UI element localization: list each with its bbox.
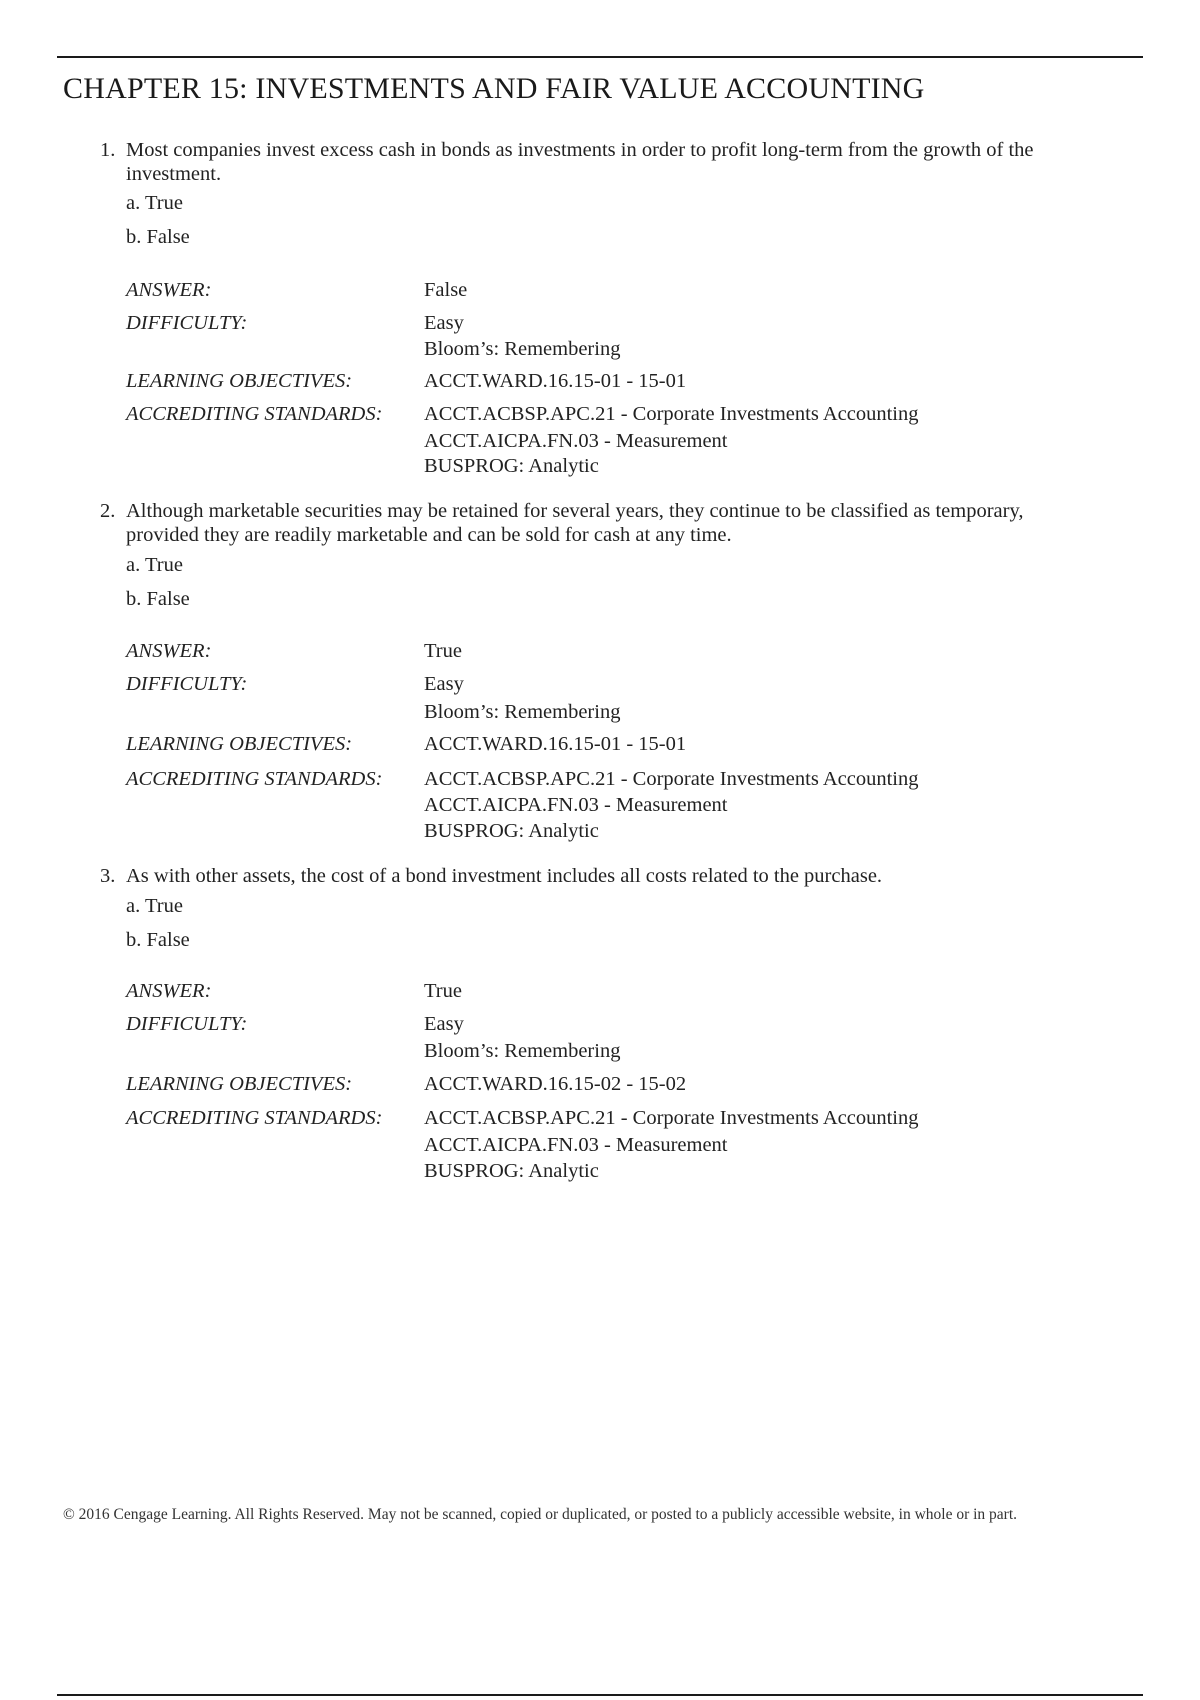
difficulty-label: DIFFICULTY: — [126, 1013, 248, 1035]
learning-objectives-label: LEARNING OBJECTIVES: — [126, 370, 353, 392]
top-rule — [57, 56, 1143, 58]
learning-objective-value: ACCT.WARD.16.15-01 - 15-01 — [424, 733, 687, 755]
standard-value: BUSPROG: Analytic — [424, 455, 599, 477]
standard-value: BUSPROG: Analytic — [424, 820, 599, 842]
answer-label: ANSWER: — [126, 640, 212, 662]
learning-objectives-label: LEARNING OBJECTIVES: — [126, 733, 353, 755]
standard-value: ACCT.ACBSP.APC.21 - Corporate Investments Accounting — [424, 1107, 919, 1129]
bloom-value: Bloom’s: Remembering — [424, 1040, 621, 1062]
answer-value: False — [424, 279, 468, 301]
copyright-footer: © 2016 Cengage Learning. All Rights Reserved. May not be scanned, copied or duplicated, or posted to a publicly accessible website, in whole or in part. — [63, 1506, 1018, 1523]
question-number: 1. — [100, 139, 116, 161]
standard-value: ACCT.ACBSP.APC.21 - Corporate Investments Accounting — [424, 768, 919, 790]
standard-value: ACCT.ACBSP.APC.21 - Corporate Investments Accounting — [424, 403, 919, 425]
choice-a: a. True — [126, 554, 183, 576]
bottom-rule — [57, 1694, 1143, 1696]
chapter-title: CHAPTER 15: INVESTMENTS AND FAIR VALUE ACCOUNTING — [63, 72, 925, 105]
standard-value: ACCT.AICPA.FN.03 - Measurement — [424, 794, 728, 816]
question-number: 3. — [100, 865, 116, 887]
choice-b: b. False — [126, 929, 190, 951]
difficulty-value: Easy — [424, 1013, 464, 1035]
answer-label: ANSWER: — [126, 279, 212, 301]
bloom-value: Bloom’s: Remembering — [424, 701, 621, 723]
learning-objectives-label: LEARNING OBJECTIVES: — [126, 1073, 353, 1095]
question-stem — [100, 499, 1100, 547]
question-number: 2. — [100, 500, 116, 522]
difficulty-value: Easy — [424, 673, 464, 695]
learning-objective-value: ACCT.WARD.16.15-01 - 15-01 — [424, 370, 687, 392]
standard-value: BUSPROG: Analytic — [424, 1160, 599, 1182]
choice-b: b. False — [126, 226, 190, 248]
question-1-stem-block — [100, 138, 1100, 186]
standard-value: ACCT.AICPA.FN.03 - Measurement — [424, 1134, 728, 1156]
question-2-stem-block — [100, 499, 1100, 547]
question-3-stem-block — [100, 864, 1100, 888]
accrediting-standards-label: ACCREDITING STANDARDS: — [126, 403, 383, 425]
choice-a: a. True — [126, 895, 183, 917]
answer-value: True — [424, 640, 462, 662]
standard-value: ACCT.AICPA.FN.03 - Measurement — [424, 430, 728, 452]
learning-objective-value: ACCT.WARD.16.15-02 - 15-02 — [424, 1073, 687, 1095]
difficulty-value: Easy — [424, 312, 464, 334]
accrediting-standards-label: ACCREDITING STANDARDS: — [126, 768, 383, 790]
bloom-value: Bloom’s: Remembering — [424, 338, 621, 360]
choice-b: b. False — [126, 588, 190, 610]
question-text: As with other assets, the cost of a bond investment includes all costs related to the purchase. — [126, 865, 883, 887]
question-stem — [100, 864, 1100, 888]
difficulty-label: DIFFICULTY: — [126, 673, 248, 695]
difficulty-label: DIFFICULTY: — [126, 312, 248, 334]
answer-value: True — [424, 980, 462, 1002]
answer-label: ANSWER: — [126, 980, 212, 1002]
question-text: Most companies invest excess cash in bonds as investments in order to profit long-term from the growth of the investment. — [126, 139, 1034, 185]
question-stem — [100, 138, 1100, 186]
accrediting-standards-label: ACCREDITING STANDARDS: — [126, 1107, 383, 1129]
choice-a: a. True — [126, 192, 183, 214]
question-text: Although marketable securities may be retained for several years, they continue to be classified as temporary, provided they are readily marketable and can be sold for cash at any time. — [126, 500, 1024, 546]
